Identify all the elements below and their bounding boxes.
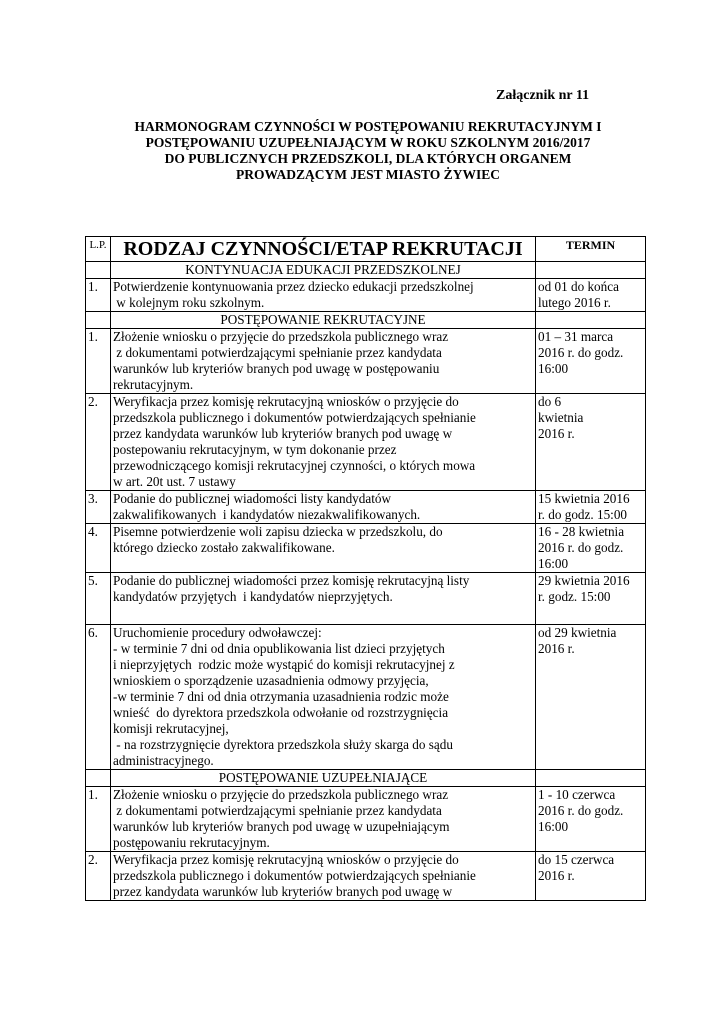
description-line: - na rozstrzygnięcie dyrektora przedszkola służy skarga do sądu	[113, 737, 453, 752]
row-lp: 5.	[86, 573, 111, 625]
table-row	[86, 491, 646, 524]
row-lp: 4.	[86, 524, 111, 573]
term-line: 1 - 10 czerwca	[538, 787, 616, 802]
term-line: 01 – 31 marca	[538, 329, 614, 344]
description-line: przedszkola publicznego i dokumentów potwierdzających spełnianie	[113, 868, 476, 883]
description-line: z dokumentami potwierdzającymi spełnianie przez kandydata	[113, 345, 442, 360]
header-rodzaj: RODZAJ CZYNNOŚCI/ETAP REKRUTACJI	[111, 237, 536, 262]
term-line: do 15 czerwca	[538, 852, 615, 867]
header-lp: L.P.	[86, 237, 111, 262]
row-description	[111, 787, 536, 852]
term-line: r. godz. 15:00	[538, 589, 611, 604]
row-term	[536, 787, 646, 852]
description-line: przez kandydata warunków lub kryteriów branych pod uwagę w	[113, 426, 453, 441]
description-line: z dokumentami potwierdzającymi spełnianie przez kandydata	[113, 803, 442, 818]
description-line: Potwierdzenie kontynuowania przez dziecko edukacji przedszkolnej	[113, 279, 474, 294]
annex-label: Załącznik nr 11	[496, 88, 590, 103]
description-line: Uruchomienie procedury odwoławczej:	[113, 625, 322, 640]
row-description	[111, 524, 536, 573]
term-line: 29 kwietnia 2016	[538, 573, 630, 588]
row-term	[536, 279, 646, 312]
section-row	[86, 262, 646, 279]
row-lp: 1.	[86, 329, 111, 394]
term-line: 2016 r.	[538, 426, 575, 441]
section-row	[86, 770, 646, 787]
description-line: przez kandydata warunków lub kryteriów branych pod uwagę w	[113, 884, 453, 899]
row-lp: 2.	[86, 394, 111, 491]
term-line: od 29 kwietnia	[538, 625, 617, 640]
row-description	[111, 329, 536, 394]
description-line: Podanie do publicznej wiadomości przez komisję rekrutacyjną listy	[113, 573, 470, 588]
term-line: do 6	[538, 394, 562, 409]
table-row	[86, 852, 646, 901]
row-term	[536, 852, 646, 901]
row-lp: 2.	[86, 852, 111, 901]
header-row	[86, 237, 646, 262]
row-term	[536, 329, 646, 394]
row-lp: 3.	[86, 491, 111, 524]
row-description	[111, 394, 536, 491]
description-line: wnioskiem o sporządzenie uzasadnienia odmowy przyjęcia,	[113, 673, 429, 688]
section-kontynuacja: KONTYNUACJA EDUKACJI PRZEDSZKOLNEJ	[111, 262, 536, 279]
table-row	[86, 787, 646, 852]
header-termin: TERMIN	[536, 237, 646, 262]
section-rekrutacyjne: POSTĘPOWANIE REKRUTACYJNE	[111, 312, 536, 329]
row-term	[536, 491, 646, 524]
description-line: - w terminie 7 dni od dnia opublikowania list dzieci przyjętych	[113, 641, 445, 656]
row-term	[536, 573, 646, 625]
term-line: 2016 r. do godz.	[538, 345, 624, 360]
row-term	[536, 625, 646, 770]
term-line: 16:00	[538, 361, 569, 376]
description-line: którego dziecko zostało zakwalifikowane.	[113, 540, 335, 555]
schedule-table	[85, 236, 646, 901]
table-row	[86, 524, 646, 573]
description-line: warunków lub kryteriów branych pod uwagę w postępowaniu	[113, 361, 440, 376]
term-line: 2016 r.	[538, 868, 575, 883]
document-title	[90, 119, 646, 183]
row-description	[111, 852, 536, 901]
row-description	[111, 573, 536, 625]
title-line: HARMONOGRAM CZYNNOŚCI W POSTĘPOWANIU REKRUTACYJNYM I	[134, 119, 602, 134]
description-line: w kolejnym roku szkolnym.	[113, 295, 265, 310]
section-row	[86, 312, 646, 329]
description-line: warunków lub kryteriów branych pod uwagę w uzupełniającym	[113, 819, 450, 834]
table-row	[86, 573, 646, 625]
section-uzupelniajace: POSTĘPOWANIE UZUPEŁNIAJĄCE	[111, 770, 536, 787]
term-line: lutego 2016 r.	[538, 295, 611, 310]
description-line: postępowaniu rekrutacyjnym.	[113, 835, 270, 850]
table-row	[86, 279, 646, 312]
term-line: od 01 do końca	[538, 279, 619, 294]
term-line: 2016 r. do godz.	[538, 803, 624, 818]
table-row	[86, 329, 646, 394]
term-line: 2016 r. do godz.	[538, 540, 624, 555]
term-line: 16 - 28 kwietnia	[538, 524, 625, 539]
description-line: w art. 20t ust. 7 ustawy	[113, 474, 236, 489]
row-term	[536, 394, 646, 491]
description-line: postepowaniu rekrutacyjnym, w tym dokonanie przez	[113, 442, 397, 457]
row-lp: 1.	[86, 279, 111, 312]
term-line: 15 kwietnia 2016	[538, 491, 630, 506]
description-line: Złożenie wniosku o przyjęcie do przedszkola publicznego wraz	[113, 329, 449, 344]
description-line: i nieprzyjętych rodzic może wystąpić do komisji rekrutacyjnej z	[113, 657, 455, 672]
description-line: -w terminie 7 dni od dnia otrzymania uzasadnienia rodzic może	[113, 689, 449, 704]
description-line: przedszkola publicznego i dokumentów potwierdzających spełnianie	[113, 410, 476, 425]
description-line: Weryfikacja przez komisję rekrutacyjną wniosków o przyjęcie do	[113, 852, 459, 867]
row-description	[111, 279, 536, 312]
title-line: DO PUBLICZNYCH PRZEDSZKOLI, DLA KTÓRYCH ORGANEM	[164, 151, 572, 166]
term-line: 2016 r.	[538, 641, 575, 656]
description-line: komisji rekrutacyjnej,	[113, 721, 229, 736]
description-line: zakwalifikowanych i kandydatów niezakwalifikowanych.	[113, 507, 421, 522]
description-line: rekrutacyjnym.	[113, 377, 194, 392]
row-description	[111, 491, 536, 524]
description-line: Podanie do publicznej wiadomości listy kandydatów	[113, 491, 391, 506]
term-line: kwietnia	[538, 410, 584, 425]
table-row	[86, 394, 646, 491]
table-row	[86, 625, 646, 770]
description-line: kandydatów przyjętych i kandydatów nieprzyjętych.	[113, 589, 393, 604]
description-line: administracyjnego.	[113, 753, 214, 768]
term-line: 16:00	[538, 556, 569, 571]
row-lp: 6.	[86, 625, 111, 770]
row-description	[111, 625, 536, 770]
description-line: Weryfikacja przez komisję rekrutacyjną wniosków o przyjęcie do	[113, 394, 459, 409]
description-line: przewodniczącego komisji rekrutacyjnej czynności, o których mowa	[113, 458, 476, 473]
description-line: Pisemne potwierdzenie woli zapisu dziecka w przedszkolu, do	[113, 524, 443, 539]
description-line: Złożenie wniosku o przyjęcie do przedszkola publicznego wraz	[113, 787, 449, 802]
term-line: r. do godz. 15:00	[538, 507, 628, 522]
description-line: wnieść do dyrektora przedszkola odwołanie od rozstrzygnięcia	[113, 705, 449, 720]
term-line: 16:00	[538, 819, 569, 834]
row-lp: 1.	[86, 787, 111, 852]
row-term	[536, 524, 646, 573]
title-line: POSTĘPOWANIU UZUPEŁNIAJĄCYM W ROKU SZKOLNYM 2016/2017	[145, 135, 591, 150]
title-line: PROWADZĄCYM JEST MIASTO ŻYWIEC	[236, 167, 500, 182]
